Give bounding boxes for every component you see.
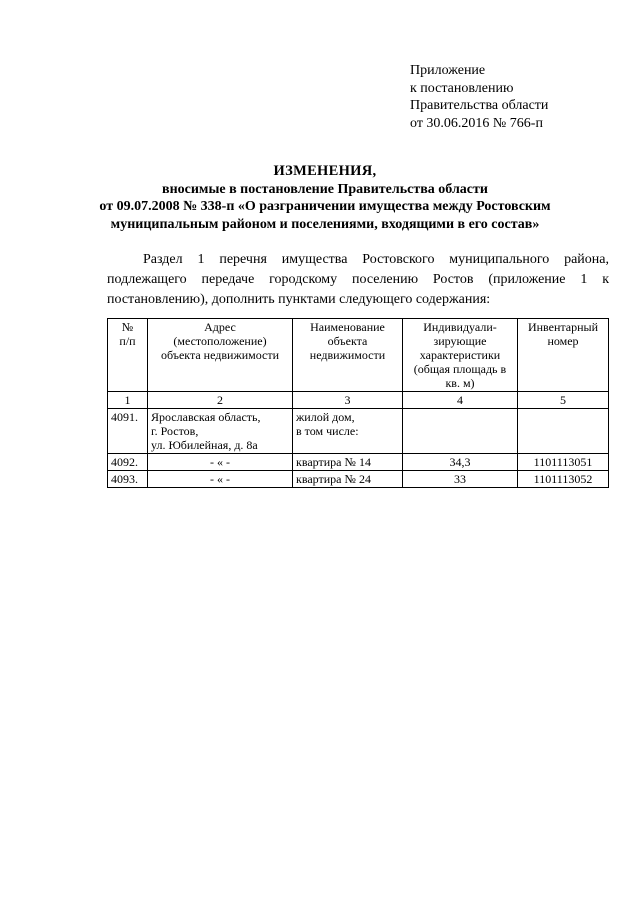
column-number-row — [108, 392, 609, 409]
header-text: Индивидуали- — [423, 320, 497, 334]
column-number: 3 — [293, 392, 403, 409]
row-address — [148, 409, 293, 454]
header-text: (местоположение) — [173, 334, 267, 348]
header-text: объекта — [327, 334, 368, 348]
header-text: п/п — [119, 334, 136, 348]
header-address — [148, 319, 293, 392]
header-number — [108, 319, 148, 392]
title-line: от 09.07.2008 № 338-п «О разграничении имущества между Ростовским — [99, 199, 551, 214]
row-address: - « - — [148, 471, 293, 488]
row-name: квартира № 14 — [293, 454, 403, 471]
header-characteristics — [403, 319, 518, 392]
title-line: муниципальным районом и поселениями, входящими в его состав» — [110, 216, 540, 232]
row-inventory — [518, 409, 609, 454]
table-row — [108, 454, 609, 471]
header-text: недвижимости — [309, 348, 386, 362]
appendix-line: от 30.06.2016 № 766-п — [410, 115, 543, 131]
header-text: объекта недвижимости — [160, 348, 280, 362]
table-header-row — [108, 319, 609, 392]
header-text: номер — [547, 334, 579, 348]
row-number: 4092. — [108, 454, 148, 471]
column-number: 4 — [403, 392, 518, 409]
row-number: 4091. — [108, 409, 148, 454]
header-inventory — [518, 319, 609, 392]
title-main: ИЗМЕНЕНИЯ, — [273, 163, 377, 179]
appendix-line: к постановлению — [410, 80, 514, 96]
body-paragraph: Раздел 1 перечня имущества Ростовского муниципального района, подлежащего передаче городскому поселению Ростов (приложение 1 к постановлению), дополнить пунктами следующего содержания: — [107, 252, 609, 307]
address-line: г. Ростов, — [151, 424, 199, 438]
address-line: ул. Юбилейная, д. 8а — [151, 438, 258, 452]
header-text: Инвентарный — [527, 320, 599, 334]
document-title — [90, 163, 560, 233]
row-inventory: 1101113051 — [518, 454, 609, 471]
header-text: кв. м) — [445, 376, 475, 390]
appendix-line: Приложение — [410, 63, 486, 78]
row-area: 33 — [403, 471, 518, 488]
column-number: 1 — [108, 392, 148, 409]
header-name — [293, 319, 403, 392]
property-table — [107, 318, 609, 488]
header-text: зирующие — [433, 334, 487, 348]
column-number: 2 — [148, 392, 293, 409]
name-line: в том числе: — [296, 424, 359, 438]
row-number: 4093. — [108, 471, 148, 488]
header-text: (общая площадь в — [413, 362, 507, 376]
row-area — [403, 409, 518, 454]
header-text: Адрес — [204, 320, 236, 334]
header-text: характеристики — [419, 348, 501, 362]
header-text: Наименование — [310, 320, 385, 334]
name-line: жилой дом, — [296, 410, 355, 424]
table-row — [108, 471, 609, 488]
column-number: 5 — [518, 392, 609, 409]
table-row — [108, 409, 609, 454]
header-text: № — [121, 320, 134, 334]
row-name — [293, 409, 403, 454]
appendix-header — [410, 62, 548, 132]
address-line: Ярославская область, — [151, 410, 261, 424]
title-line: вносимые в постановление Правительства области — [162, 181, 488, 197]
appendix-line: Правительства области — [410, 98, 549, 113]
row-name: квартира № 24 — [293, 471, 403, 488]
row-inventory: 1101113052 — [518, 471, 609, 488]
row-address: - « - — [148, 454, 293, 471]
row-area: 34,3 — [403, 454, 518, 471]
